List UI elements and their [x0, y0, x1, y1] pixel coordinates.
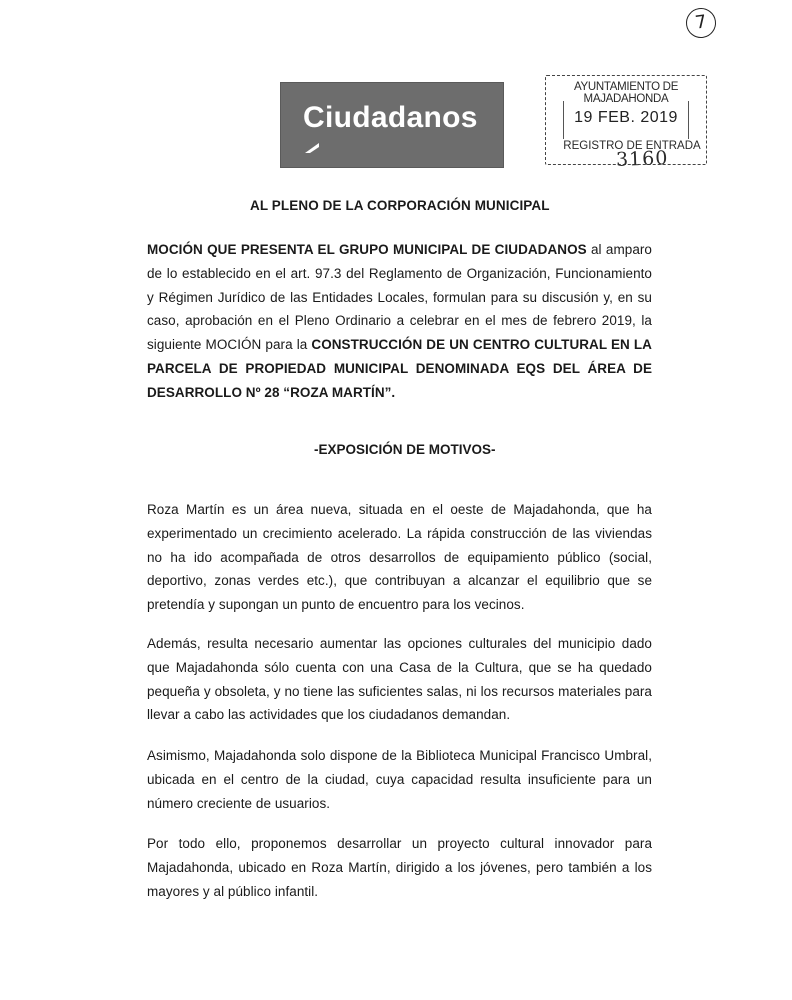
- motion-intro-title: CONSTRUCCIÓN DE UN CENTRO CULTURAL EN LA PARCELA DE PROPIEDAD MUNICIPAL DENOMINADA EQS DEL ÁREA DE DESARROLLO Nº 28 “ROZA MARTÍN”.: [147, 337, 652, 400]
- ciudadanos-logo: [280, 82, 504, 168]
- motion-intro-text: al amparo de lo establecido en el art. 97.3 del Reglamento de Organización, Funcionamiento y Régimen Jurídico de las Entidades Locales, formulan para su discusión y, en su caso, aprobación en el Pleno Ordinario a celebrar en el mes de febrero 2019, la siguiente MOCIÓN para la: [147, 242, 652, 353]
- motion-intro-lead: MOCIÓN QUE PRESENTA EL GRUPO MUNICIPAL DE CIUDADANOS: [147, 242, 587, 257]
- page-number: 7: [684, 6, 718, 40]
- body-paragraph: Además, resulta necesario aumentar las opciones culturales del municipio dado que Majadahonda sólo cuenta con una Casa de la Cultura, que se ha quedado pequeña y obsoleta, y no tiene las suficientes salas, ni los recursos materiales para llevar a cabo las actividades que los ciudadanos demandan.: [147, 636, 652, 723]
- body-paragraph: Asimismo, Majadahonda solo dispone de la Biblioteca Municipal Francisco Umbral, ubicada en el centro de la ciudad, cuya capacidad resulta insuficiente para un número creciente de usuarios.: [147, 748, 652, 811]
- logo-text: Ciudadanos: [303, 101, 478, 134]
- section-title: -EXPOSICIÓN DE MOTIVOS-: [314, 442, 496, 457]
- stamp-date: 19 FEB. 2019: [574, 109, 678, 126]
- stamp-institution: AYUNTAMIENTO DE MAJADAHONDA: [573, 81, 679, 105]
- motion-intro-paragraph: [147, 238, 652, 405]
- body-paragraph: Roza Martín es un área nueva, situada en el oeste de Majadahonda, que ha experimentado un crecimiento acelerado. La rápida construcción de las viviendas no ha ido acompañada de otros desarrollos de equipamiento público (social, deportivo, zonas verdes etc.), que contribuyan a alcanzar el equilibrio que se pretendía y supongan un punto de encuentro para los vecinos.: [147, 502, 652, 613]
- document-heading: AL PLENO DE LA CORPORACIÓN MUNICIPAL: [250, 198, 550, 213]
- stamp-date-box: [563, 101, 689, 139]
- stamp-registry-label: REGISTRO DE ENTRADA: [563, 140, 701, 152]
- body-paragraph: Por todo ello, proponemos desarrollar un proyecto cultural innovador para Majadahonda, ubicado en Roza Martín, dirigido a los jóvenes, pero también a los mayores y al público infantil.: [147, 836, 652, 899]
- logo-mark-icon: [305, 141, 319, 153]
- stamp-entry-number: 3160: [615, 147, 669, 171]
